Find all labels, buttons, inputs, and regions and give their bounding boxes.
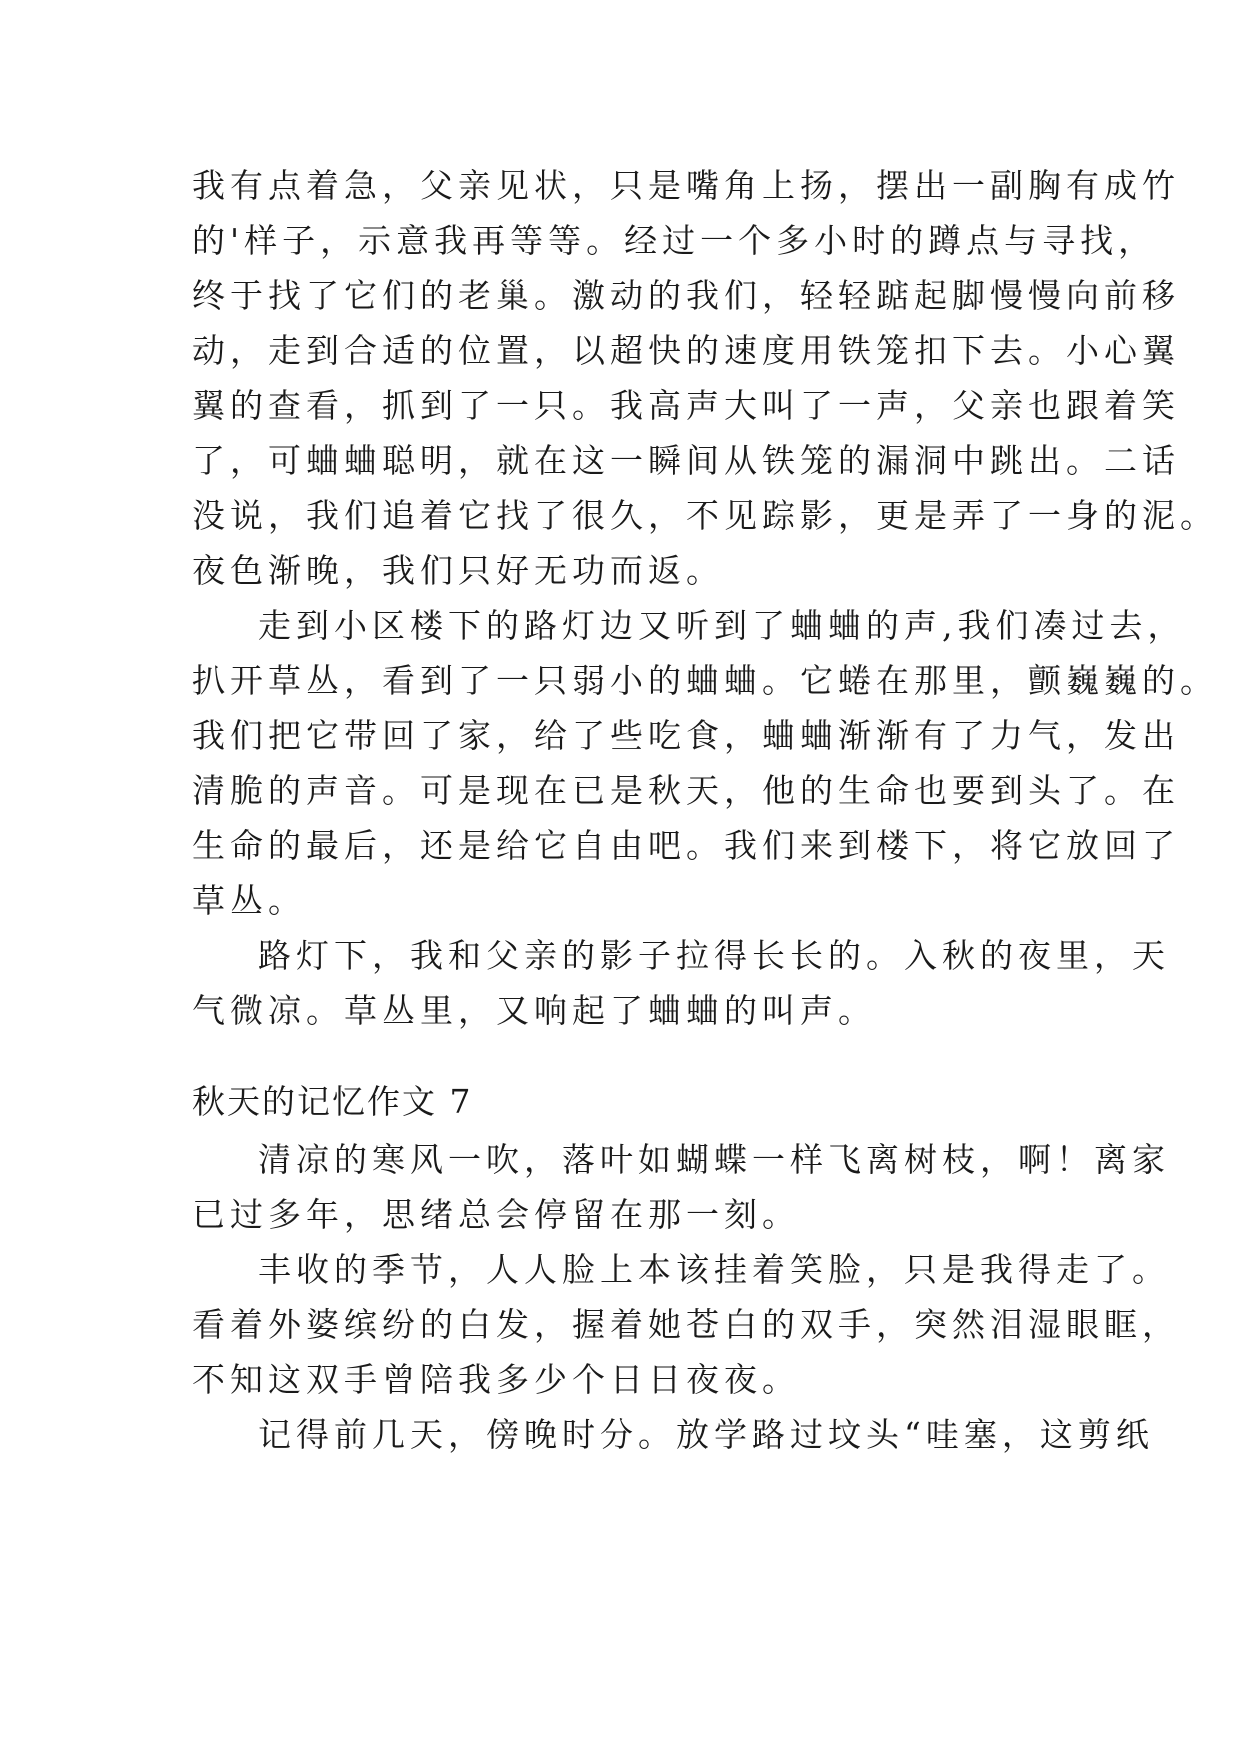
text-line: 记得前几天，傍晚时分。放学路过坟头“哇塞，这剪纸 [258, 1415, 1154, 1454]
text-line: 扒开草丛，看到了一只弱小的蛐蛐。它蜷在那里，颤巍巍的。 [192, 661, 1218, 700]
text-line: 我有点着急，父亲见状，只是嘴角上扬，摆出一副胸有成竹 [192, 166, 1180, 205]
text-line: 不知这双手曾陪我多少个日日夜夜。 [192, 1360, 800, 1399]
text-line: 清脆的声音。可是现在已是秋天，他的生命也要到头了。在 [192, 771, 1180, 810]
text-line: 终于找了它们的老巢。激动的我们，轻轻踮起脚慢慢向前移 [192, 276, 1180, 315]
text-line: 草丛。 [192, 881, 306, 920]
text-line: 看着外婆缤纷的白发，握着她苍白的双手，突然泪湿眼眶， [192, 1305, 1180, 1344]
text-line: 翼的查看，抓到了一只。我高声大叫了一声，父亲也跟着笑 [192, 386, 1180, 425]
text-line: 路灯下，我和父亲的影子拉得长长的。入秋的夜里，天 [258, 936, 1170, 975]
text-line: 的'样子，示意我再等等。经过一个多小时的蹲点与寻找， [192, 221, 1157, 260]
text-line: 丰收的季节，人人脸上本该挂着笑脸，只是我得走了。 [258, 1250, 1170, 1289]
text-line: 生命的最后，还是给它自由吧。我们来到楼下，将它放回了 [192, 826, 1180, 865]
text-line: 没说，我们追着它找了很久，不见踪影，更是弄了一身的泥。 [192, 496, 1218, 535]
text-line: 已过多年，思绪总会停留在那一刻。 [192, 1195, 800, 1234]
text-line: 走到小区楼下的路灯边又听到了蛐蛐的声,我们凑过去， [258, 606, 1186, 645]
text-line: 动，走到合适的位置，以超快的速度用铁笼扣下去。小心翼 [192, 331, 1180, 370]
text-line: 清凉的寒风一吹，落叶如蝴蝶一样飞离树枝，啊！离家 [258, 1140, 1170, 1179]
section-title: 秋天的记忆作文 7 [192, 1082, 473, 1121]
text-line: 夜色渐晚，我们只好无功而返。 [192, 551, 724, 590]
text-line: 气微凉。草丛里，又响起了蛐蛐的叫声。 [192, 991, 876, 1030]
text-line: 我们把它带回了家，给了些吃食，蛐蛐渐渐有了力气，发出 [192, 716, 1180, 755]
text-line: 了，可蛐蛐聪明，就在这一瞬间从铁笼的漏洞中跳出。二话 [192, 441, 1180, 480]
